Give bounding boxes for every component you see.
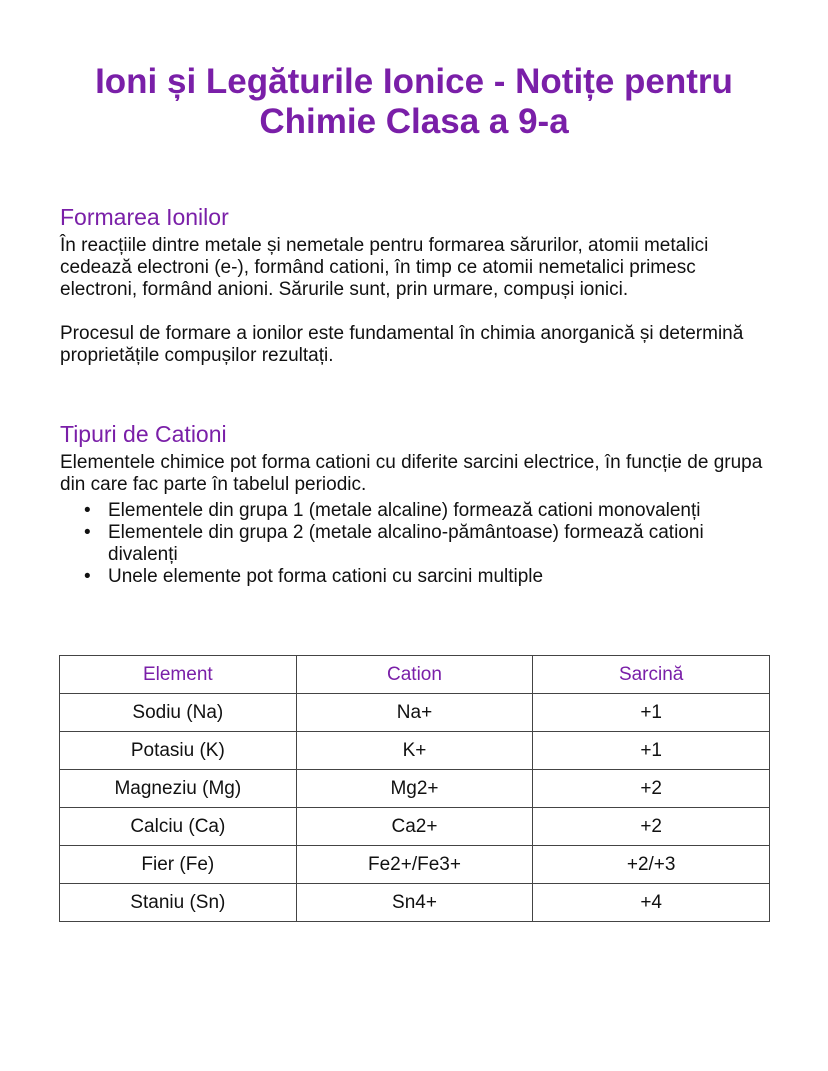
cell-charge: +1 bbox=[533, 732, 770, 770]
cell-charge: +2 bbox=[533, 770, 770, 808]
cell-charge: +1 bbox=[533, 694, 770, 732]
cell-cation: Na+ bbox=[296, 694, 533, 732]
cell-charge: +4 bbox=[533, 884, 770, 922]
cell-element: Sodiu (Na) bbox=[60, 694, 297, 732]
list-item-text: Elementele din grupa 1 (metale alcaline) formează cationi monovalenți bbox=[108, 500, 701, 521]
cell-cation: Ca2+ bbox=[296, 808, 533, 846]
cation-bullet-list bbox=[60, 500, 772, 588]
cation-table bbox=[59, 655, 770, 922]
list-item bbox=[60, 566, 772, 588]
table-row bbox=[60, 846, 770, 884]
paragraph-ion-formation-2: Procesul de formare a ionilor este fundamental în chimia anorganică și determină proprietățile compușilor rezultați. bbox=[60, 323, 744, 366]
cell-cation: Mg2+ bbox=[296, 770, 533, 808]
paragraph-ion-formation-1: În reacțiile dintre metale și nemetale pentru formarea sărurilor, atomii metalici cedează electroni (e-), formând cationi, în timp ce atomii nemetalici primesc electroni, formând anioni. Sărurile sunt, prin urmare, compuși ionici. bbox=[60, 235, 709, 300]
bullet-icon: • bbox=[84, 566, 91, 587]
table-row bbox=[60, 770, 770, 808]
list-item bbox=[60, 500, 772, 522]
cell-cation: Sn4+ bbox=[296, 884, 533, 922]
table-header-row bbox=[60, 656, 770, 694]
column-header-cation: Cation bbox=[296, 656, 533, 694]
section-cation-types bbox=[60, 420, 772, 588]
paragraph-cation-types-intro: Elementele chimice pot forma cationi cu diferite sarcini electrice, în funcție de grupa din care fac parte în tabelul periodic. bbox=[60, 452, 763, 495]
cell-cation: Fe2+/Fe3+ bbox=[296, 846, 533, 884]
cell-element: Calciu (Ca) bbox=[60, 808, 297, 846]
cell-element: Fier (Fe) bbox=[60, 846, 297, 884]
bullet-icon: • bbox=[84, 522, 91, 543]
list-item-text: Elementele din grupa 2 (metale alcalino-pământoase) formează cationi divalenți bbox=[108, 522, 704, 565]
section-heading-ion-formation: Formarea Ionilor bbox=[60, 204, 229, 230]
column-header-charge: Sarcină bbox=[533, 656, 770, 694]
page-title: Ioni și Legăturile Ionice - Notițe pentru Chimie Clasa a 9-a bbox=[95, 62, 733, 141]
table-row bbox=[60, 732, 770, 770]
section-ion-formation bbox=[60, 203, 772, 367]
table-row bbox=[60, 808, 770, 846]
column-header-element: Element bbox=[60, 656, 297, 694]
bullet-icon: • bbox=[84, 500, 91, 521]
list-item bbox=[60, 522, 772, 566]
cell-cation: K+ bbox=[296, 732, 533, 770]
table-row bbox=[60, 694, 770, 732]
cell-element: Staniu (Sn) bbox=[60, 884, 297, 922]
cell-charge: +2/+3 bbox=[533, 846, 770, 884]
section-heading-cation-types: Tipuri de Cationi bbox=[60, 421, 227, 447]
cell-element: Potasiu (K) bbox=[60, 732, 297, 770]
list-item-text: Unele elemente pot forma cationi cu sarcini multiple bbox=[108, 566, 544, 587]
cell-charge: +2 bbox=[533, 808, 770, 846]
table-row bbox=[60, 884, 770, 922]
cell-element: Magneziu (Mg) bbox=[60, 770, 297, 808]
